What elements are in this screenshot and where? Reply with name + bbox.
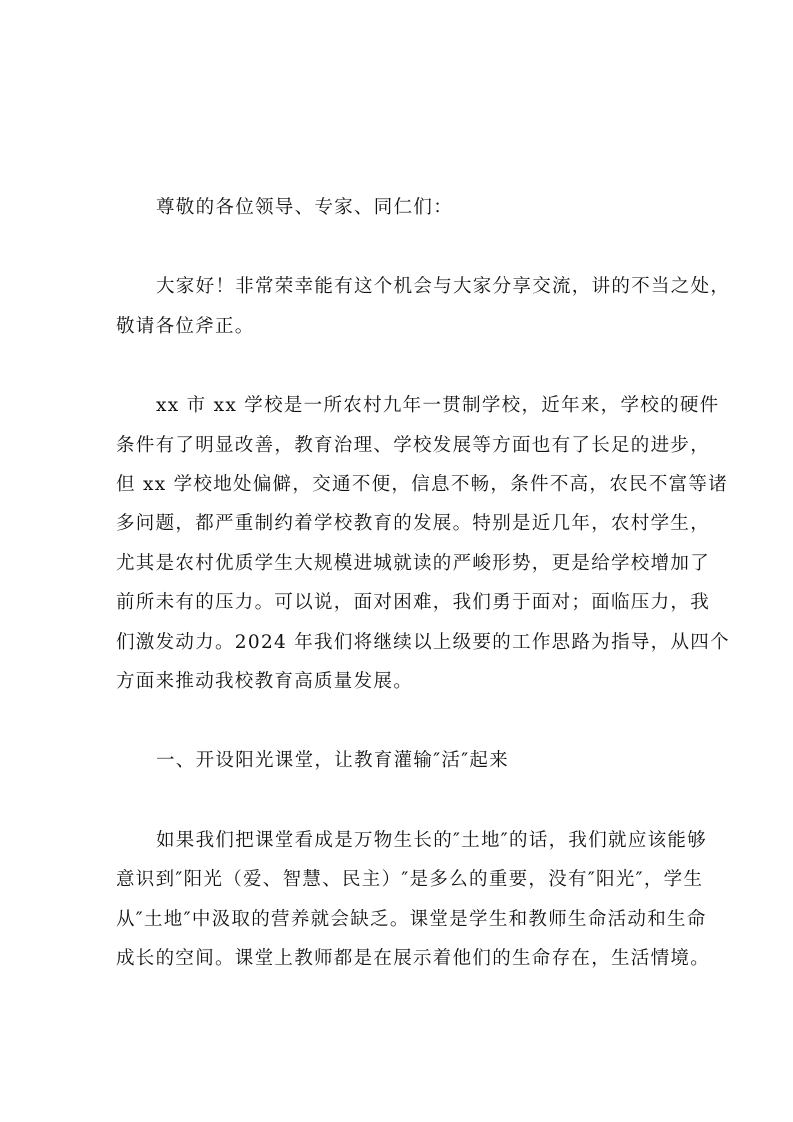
text-line: 但 xx 学校地处偏僻，交通不便，信息不畅，条件不高，农民不富等诸 [116,474,729,496]
text-line: 多问题，都严重制约着学校教育的发展。特别是近几年，农村学生， [116,513,711,535]
text-line: 条件有了明显改善，教育治理、学校发展等方面也有了长足的进步， [116,434,711,456]
text-line: 们激发动力。2024 年我们将继续以上级要的工作思路为指导，从四个 [116,631,730,653]
text-line: 尊敬的各位领导、专家、同仁们： [156,197,454,218]
salutation-paragraph [116,188,678,227]
text-line: 尤其是农村优质学生大规模进城就读的严峻形势，更是给学校增加了 [116,552,711,574]
greeting-paragraph [116,267,731,346]
text-line: 从″土地″中汲取的营养就会缺乏。课堂是学生和教师生命活动和生命 [116,908,707,930]
text-line: 方面来推动我校教育高质量发展。 [116,671,414,693]
text-line: 大家好！非常荣幸能有这个机会与大家分享交流，讲的不当之处， [156,276,731,298]
document-page [116,188,731,1019]
section-body-paragraph [116,821,711,979]
text-line: 意识到″阳光（爱、智慧、民主）″是多么的重要，没有″阳光″，学生 [116,869,704,891]
text-line: 敬请各位斧正。 [116,315,255,337]
text-line: 成长的空间。课堂上教师都是在展示着他们的生命存在，生活情境。 [116,948,711,970]
heading-line: 一、开设阳光课堂，让教育灌输″活″起来 [156,750,510,772]
school-intro-paragraph [116,386,730,701]
text-line: 如果我们把课堂看成是万物生长的″土地″的话，我们就应该能够 [156,829,708,851]
text-line: 前所未有的压力。可以说，面对困难，我们勇于面对；面临压力，我 [116,592,711,614]
section-heading [116,741,678,780]
text-line: xx 市 xx 学校是一所农村九年一贯制学校，近年来，学校的硬件 [156,395,720,417]
